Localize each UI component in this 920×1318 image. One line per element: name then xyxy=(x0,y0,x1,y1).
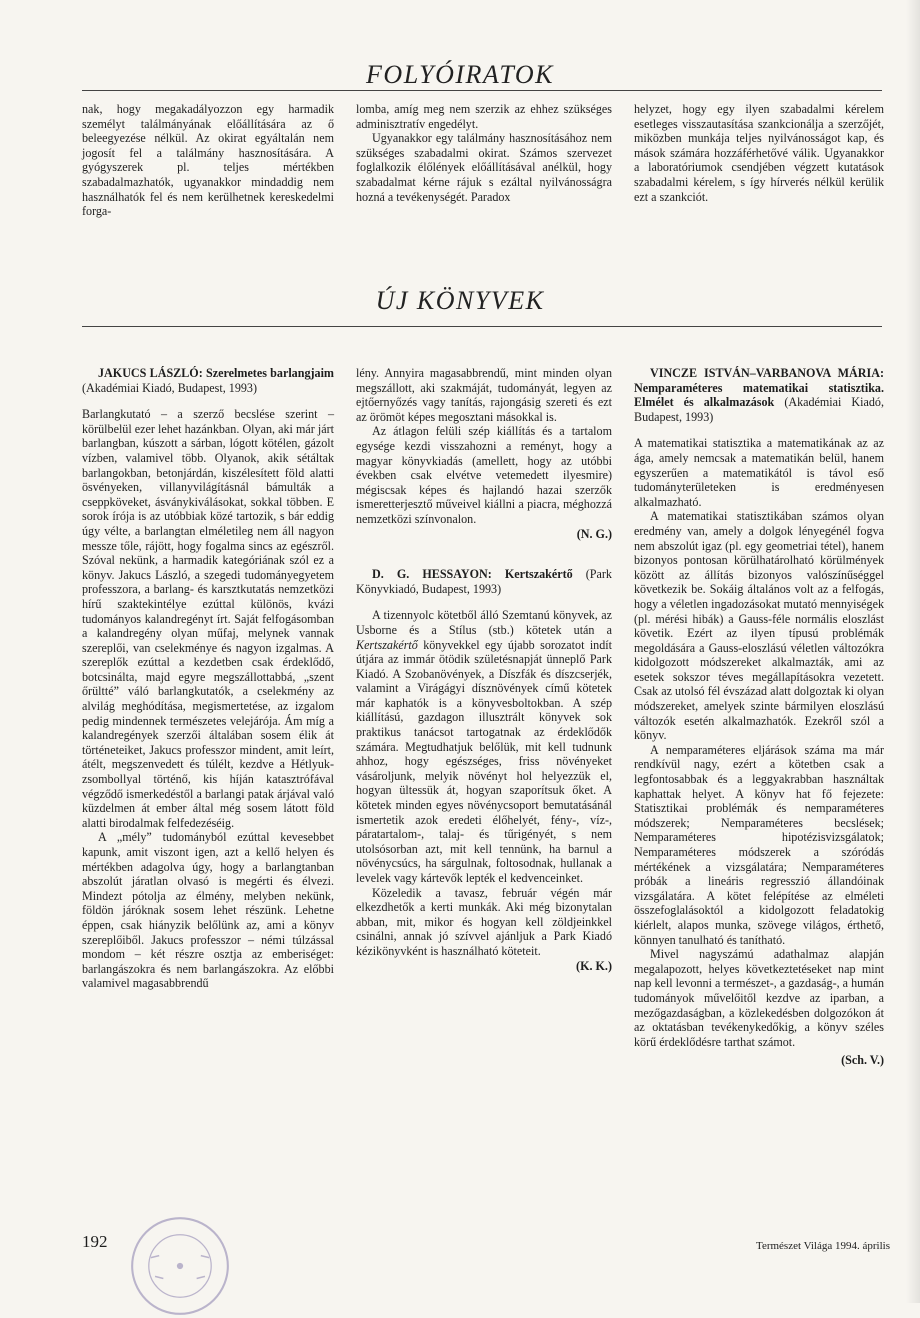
book1-publisher: (Akadémiai Kiadó, Budapest, 1993) xyxy=(82,380,257,395)
book3-author: VINCZE ISTVÁN–VARBANOVA MÁRIA: xyxy=(650,366,884,380)
books-column-2 xyxy=(356,366,612,973)
section-rule-journals xyxy=(82,90,882,91)
book1-cont-para-2: Az átlagon felüli szép kiállítás és a tartalom egysége kezdi visszahozni a reményt, hogy a magyar könyvkiadás (amellett, hogy az utóbbi években csak elvétve vetemedett ilyesmire) mégiscsak képes és hajlandó hazai szerzők ismeretterjesztő műveivel kiállni a piacra, méghozzá nemzetközi színvonalon. xyxy=(356,424,612,526)
book2-publisher: (Park Könyvkiadó, Budapest, 1993) xyxy=(356,567,612,596)
scan-edge-shadow xyxy=(906,0,920,1303)
book3-para-3: A nemparaméteres eljárások száma ma már rendkívül nagy, ezért a kötetben csak a legfontosabbak és a leggyakrabban használtak kaphattak helyet. A könyv hat fő fejezete: Statisztikai problémák és nemparaméteres módszerek; Nemparaméteres becslések; Nemparaméteres hipotézisvizsgálatok; Nemparaméteres módszerek a szóródás mértékének a vizsgálatára; Nemparaméteres próbák a lineáris regresszió állandóinak vizsgálatára. A kötet felépítése az elméleti összefoglalásoktól a kidolgozott feladatokig kiérlelt, alapos munka, szövege világos, érthető, könnyen tanulható és tanítható. xyxy=(634,742,884,947)
book1-cont-para-1: lény. Annyira magasabbrendű, mint minden olyan megszállott, aki szakmáját, tudományát, legyen az ejtőernyőzés vagy tanítás, rajongásig szereti és ezt az örömöt képes megosztani másokkal is. xyxy=(356,366,612,424)
book3-publisher: (Akadémiai Kiadó, Budapest, 1993) xyxy=(634,395,884,424)
book2-para-1-a: A tizennyolc kötetből álló Szemtanú könyvek, az Usborne és a Stílus (stb.) kötetek után a xyxy=(356,608,612,637)
book3-para-2: A matematikai statisztikában számos olyan eredmény van, amely a dolgok lényegénél fogva nem abszolút igaz (pl. egy geometriai tétel), hanem bizonyos pontosan körülhatárolható körülmények között az állítás bizonyos valószínűséggel következik be. Sokáig általános volt az a felfogás, hogy a véletlen ingadozásokat mutató mennyiségek (pl. mérési hibák) a Gauss-féle normális eloszlást követik. Ezért az ilyen típusú problémák megoldására a Gauss-eloszlású véletlen változókra kidolgozott módszereket alkalmazták, ami az esetek sokszor téves megállapításokra vezetett. Csak az utolsó fél évszázad alatt dolgoztak ki olyan módszereket, amelyek szinte bármilyen eloszlású változók esetén alkalmazhatók. Ezekről szól a könyv. xyxy=(634,509,884,743)
book2-heading xyxy=(356,567,612,596)
journals-col2-p1: lomba, amíg meg nem szerzik az ehhez szükséges adminisztratív engedélyt. xyxy=(356,102,612,131)
journals-col3-text: helyzet, hogy egy ilyen szabadalmi kérelem esetleges visszautasítása szankcionálja a szerzőjét, miközben munkája teljes nyilvánosságot kap, és mások számára hozzáférhetővé válik. Ugyanakkor a laboratóriumok csendjében végzett kutatások szabadalmi kérelem, s így hírverés nélkül kerülik ezt a szankciót. xyxy=(634,102,884,204)
book3-signature: (Sch. V.) xyxy=(841,1053,884,1068)
book2-series-name: Kertszakértő xyxy=(356,637,418,652)
book1-para-1: Barlangkutató – a szerző becslése szerint – körülbelül ezer lehet hazánkban. Olyan, aki már járt barlangban, kúszott a sárban, lógott kötélen, gázolt vízben, valamivel több. Olyanok, akik sétáltak barlangokban, betonjárdán, kiszélesített föld alatti ösvényeken, villanyvilágításnál bámulták a cseppköveket, ásványkiválásokat, sokkal többen. E sorok írója is az utóbbiak közé tartozik, s bár eddig úgy vélte, a barlangtan elméletileg nem áll nagyon messze tőle, rájött, hogy fogalma sincs az egészről. Szóval nekünk, a harmadik kategóriának szól ez a könyv. Jakucs László, a szegedi tudományegyetem professzora, a barlang- és karsztkutatás nemzetközi hírű szaktekintélye ezúttal különös, kvázi tudományos kalandregényt írt. Saját felfogásomban a kalandregény olyan műfaj, melynek vannak szereplői, van cselekménye és nagyon izgalmas. A szereplők ezúttal a kezdetben csak érdeklődő, botcsinálta, majd egyre megszállottabbá, „szent őrültté” váló barlangkutatók, a cselekmény az alvilág meghódítása, megismertetése, az izgalom pedig mindennek természetes velejárója. Ám míg a kalandregények szerzői általában sosem élik át történeteiket, Jakucs professzor mindent, amit leírt, átélt, megszenvedett és túlélt, kezdve a Hétlyuk-zsombollyal történő, kis híján katasztrófával végződő ismerkedéstől a barlangi patak árjával való küzdelmen át ember által még sosem látott föld alatti birodalmak felfedezéséig. xyxy=(82,407,334,830)
book2-para-1-b: könyvekkel egy újabb sorozatot indít útjára az immár ötödik születésnapját ünneplő Park Kiadó. A Szobanövények, a Díszfák és díszcserjék, valamint a Virágágyi dísznövények című kötetek már kaphatók is a könyvesboltokban. A szép kiállítású, gazdagon illusztrált könyvek sok praktikus tanácsot tartogatnak az érdeklődők számára. Megtudhatjuk belőlük, mit kell tudnunk ahhoz, hogy egészséges, friss növényeket vásároljunk, melyik növényt hol helyezzük el, hogyan ültessük át, hogyan szaporítsuk őket. A kötetek minden egyes növénycsoport bemutatásánál ismertetik azok eredeti élőhelyét, fény-, víz-, páratartalom-, talaj- és tűrigényét, s nem utolsósorban azt, mit kell tennünk, ha barnul a növénycsúcs, ha sárgulnak, foltosodnak, hullanak a levelek vagy kártevők lepték el kedvenceinket. xyxy=(356,637,612,885)
journals-col1-text: nak, hogy megakadályozzon egy harmadik személyt találmányának előállítására az ő beleegyezése nélkül. Az okirat egyáltalán nem jogosít fel a találmány hasznosítására. A gyógyszerek pl. teljes mértékben szabadalmazhatók, ugyanakkor mindaddig nem használhatók fel és nem kerülhetnek kereskedelmi forga- xyxy=(82,102,334,219)
books-column-3 xyxy=(634,366,884,1068)
book1-heading xyxy=(82,366,334,395)
section-title-journals: FOLYÓIRATOK xyxy=(366,60,554,89)
books-column-1 xyxy=(82,366,334,991)
book3-para-4: Mivel nagyszámú adathalmaz alapján megalapozott, helyes következtetéseket nap mint nap kell levonni a természet-, a gazdaság-, a humán tudományok művelőitől kezdve az iparban, a mezőgazdaságban, a közlekedésben dolgozókon át az oktatásban tevékenykedőkig, a könyv széles körű érdeklődésre tarthat számot. xyxy=(634,947,884,1049)
book1-title: Szerelmetes barlangjaim xyxy=(206,366,335,380)
library-stamp-icon xyxy=(128,1214,232,1318)
journals-col2-p2: Ugyanakkor egy találmány hasznosításához nem szükséges szabadalmi okirat. Számos szervezet foglalkozik élőlények előállításával anélkül, hogy szabadalmat kérne rájuk s ezáltal nyilvánosságra hozná a tevékenységét. Paradox xyxy=(356,131,612,204)
section-rule-books xyxy=(82,326,882,327)
journals-column-3 xyxy=(634,102,884,204)
book2-para-2: Közeledik a tavasz, február végén már elkezdhetők a kerti munkák. Aki még bizonytalan abban, mit, mikor és hogyan kell zöldjeinkkel csinálni, annak jó szívvel ajánljuk a Park Kiadó kézikönyvként is használható köteteit. xyxy=(356,885,612,958)
book2-signature: (K. K.) xyxy=(576,958,612,973)
section-title-books: ÚJ KÖNYVEK xyxy=(375,286,545,315)
book2-title: Kertszakértő xyxy=(504,567,573,582)
book3-para-1: A matematikai statisztika a matematikának az az ága, amely nemcsak a matematikán belül, hanem egyszerűen a matematikától is távol eső tudományterületeken is eredményesen alkalmazható. xyxy=(634,436,884,509)
book2-para-1 xyxy=(356,608,612,885)
book1-author: JAKUCS LÁSZLÓ: xyxy=(98,366,203,380)
book3-title: Nemparaméteres matematikai statisztika. Elmélet és alkalmazások xyxy=(634,380,884,410)
page-number: 192 xyxy=(82,1232,108,1251)
book1-signature: (N. G.) xyxy=(576,526,612,541)
journals-column-1 xyxy=(82,102,334,219)
book2-author: D. G. HESSAYON: xyxy=(372,567,492,582)
book1-para-2: A „mély” tudományból ezúttal kevesebbet kapunk, amit viszont igen, azt a kellő helyen és mértékben adagolva úgy, hogy a barlangtanban abszolút járatlan olvasó is megérti és élvezi. Mindezt pótolja az élmény, melyben nekünk, földön járóknak sosem lehet részünk. Lehetne éppen, csak hiányzik belőlünk az, ami a könyv szereplőiből. Jakucs professzor – némi túlzással mondom – két részre osztja az emberiséget: barlangászokra és nem barlangászokra. Az előbbi valamivel magasabbrendű xyxy=(82,830,334,991)
journals-column-2 xyxy=(356,102,612,204)
book3-heading xyxy=(634,366,884,424)
journal-source: Természet Világa 1994. április xyxy=(756,1240,890,1252)
